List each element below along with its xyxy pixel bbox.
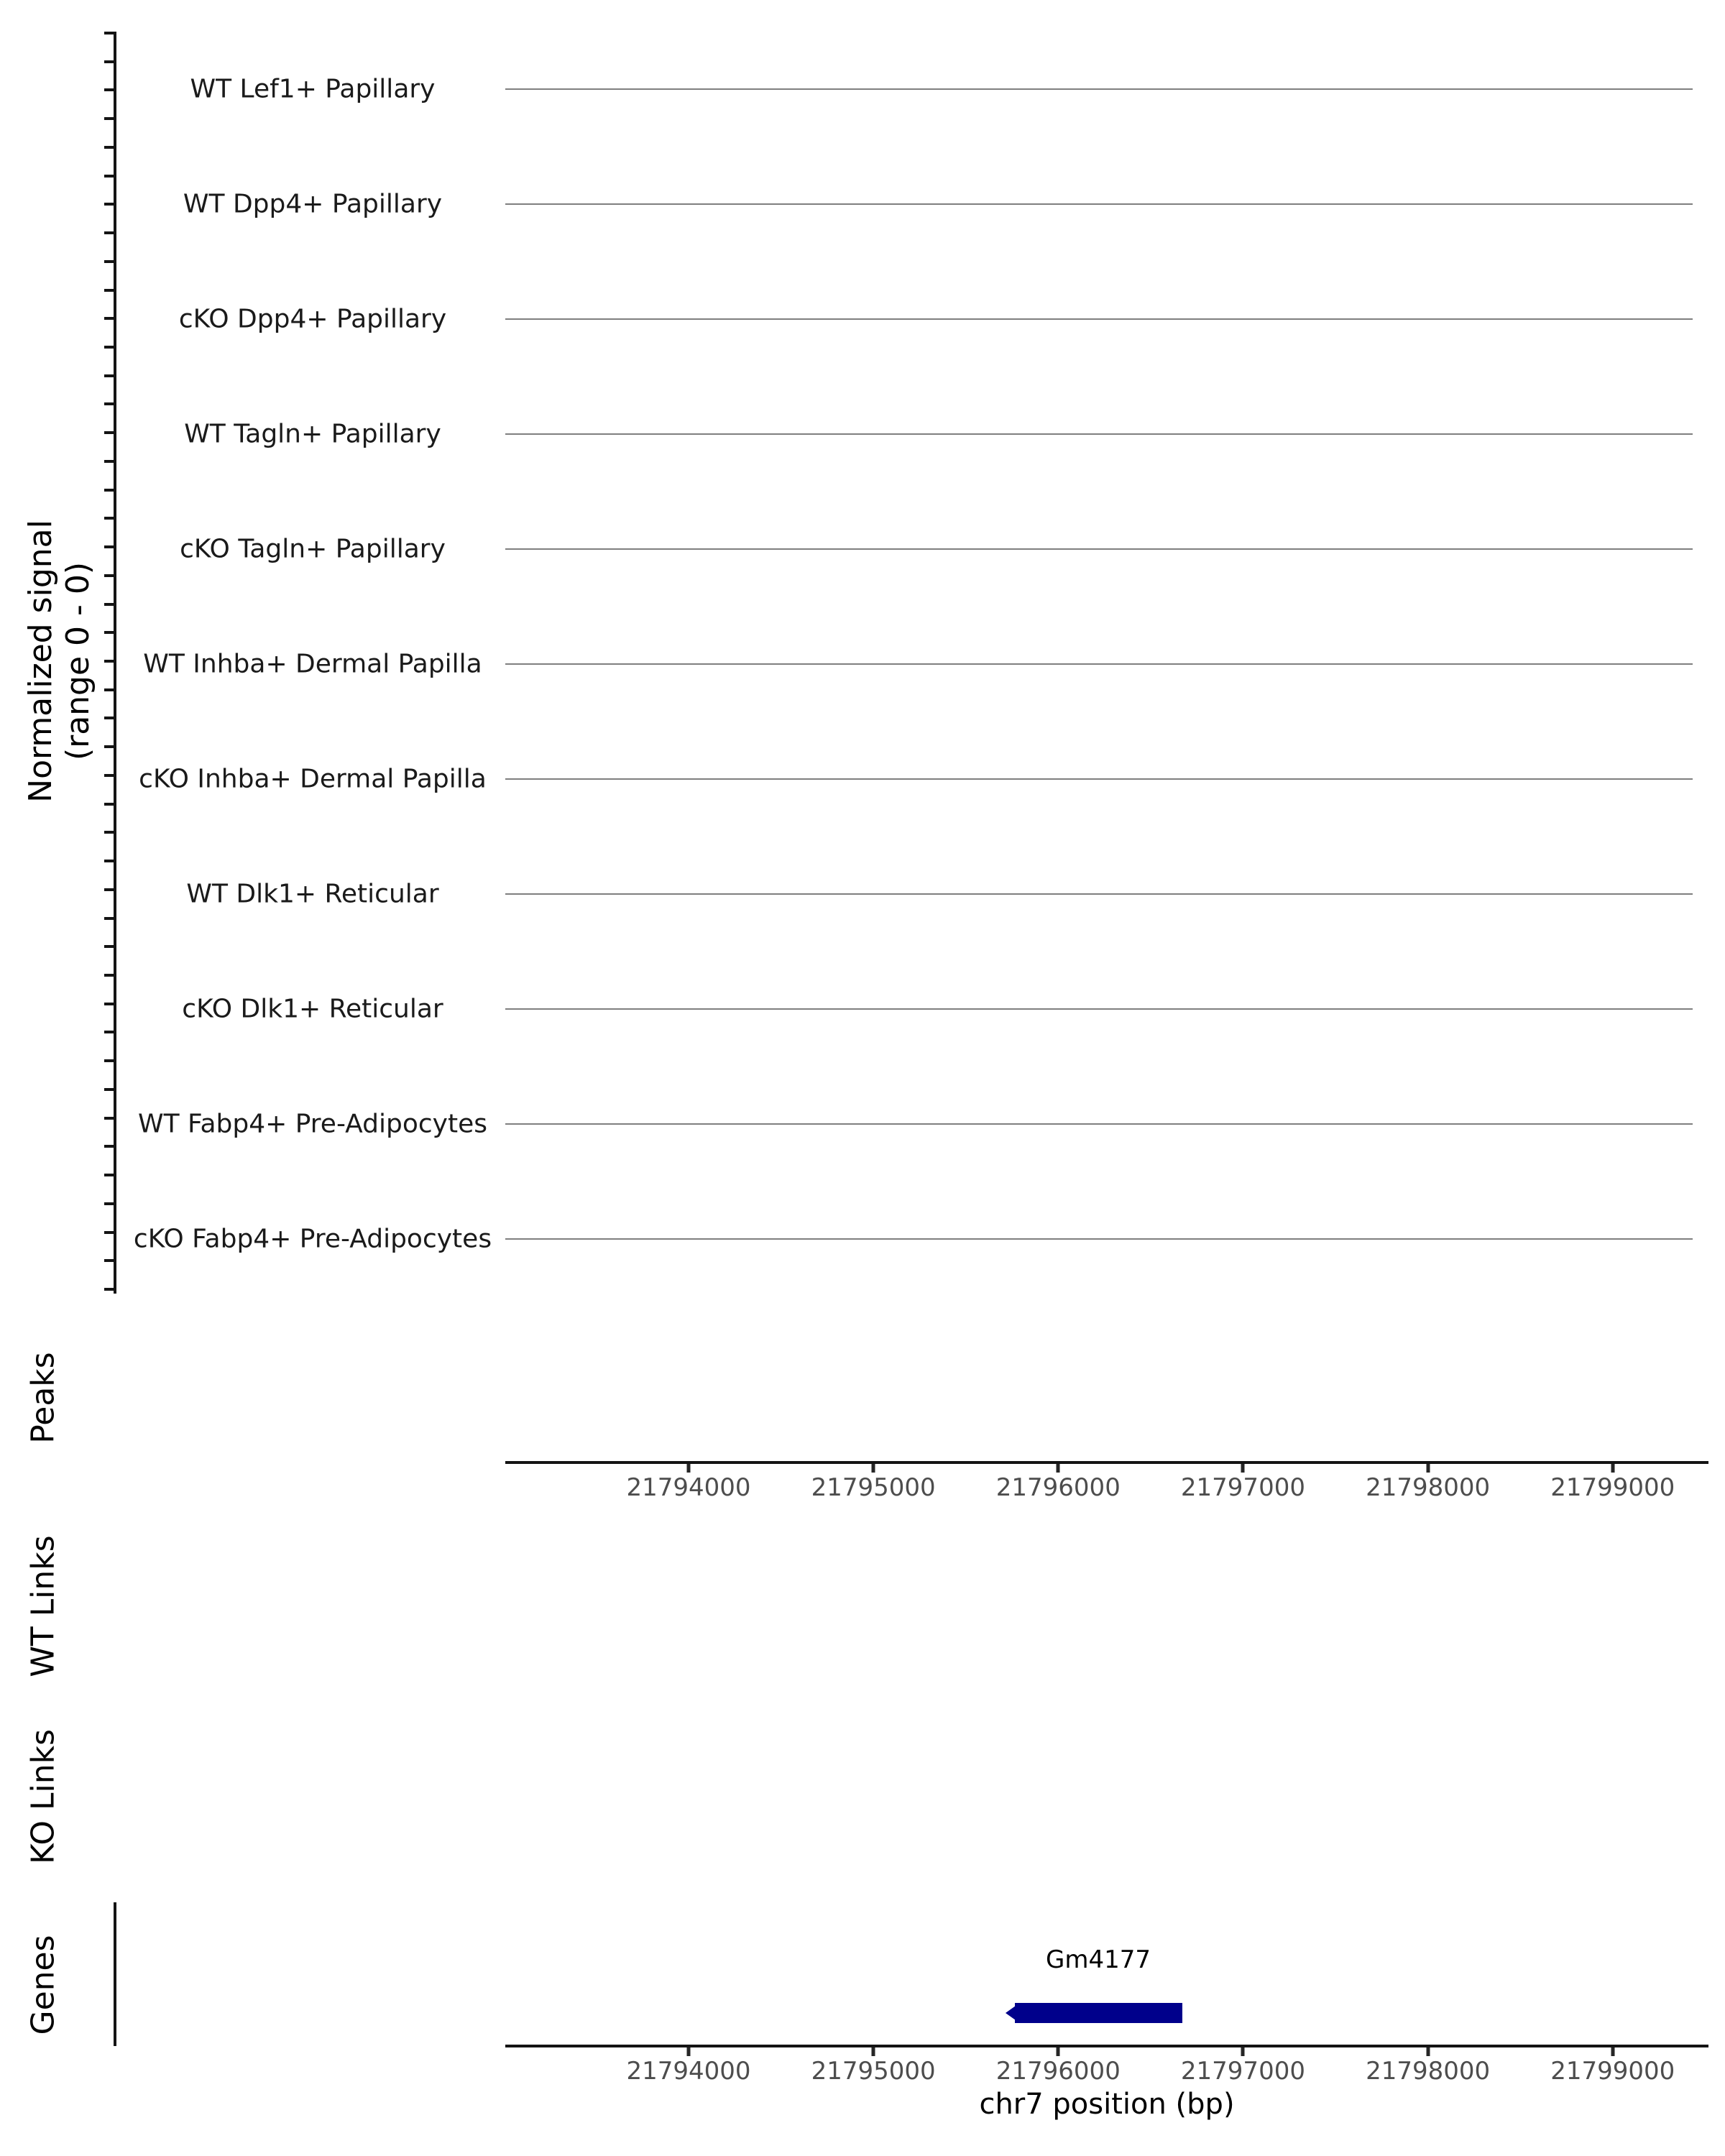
genome-axis-tick	[1241, 2047, 1245, 2056]
signal-y-axis-tick	[104, 774, 114, 777]
signal-y-axis-tick	[104, 402, 114, 405]
signal-y-axis-tick	[104, 803, 114, 806]
signal-y-axis-tick	[104, 146, 114, 149]
track-label: cKO Dlk1+ Reticular	[182, 994, 443, 1024]
track-baseline	[505, 893, 1693, 895]
signal-y-axis-tick	[104, 203, 114, 206]
track-baseline	[505, 203, 1693, 205]
gene-box	[1015, 2003, 1182, 2023]
track-baseline	[505, 88, 1693, 90]
track-baseline	[505, 778, 1693, 780]
track-label: cKO Tagln+ Papillary	[180, 534, 446, 564]
signal-y-axis-tick	[104, 374, 114, 377]
signal-y-axis-tick	[104, 831, 114, 834]
track-label: cKO Fabp4+ Pre-Adipocytes	[133, 1224, 492, 1254]
genome-axis-tick	[872, 1464, 875, 1473]
signal-y-axis-tick	[104, 545, 114, 548]
signal-y-axis-tick	[104, 489, 114, 492]
signal-y-axis-tick	[104, 603, 114, 606]
signal-y-axis-tick	[104, 1088, 114, 1091]
genes-section-label: Genes	[24, 1935, 62, 2035]
signal-y-axis-tick	[104, 974, 114, 977]
genome-axis-tick-label: 21796000	[995, 2057, 1121, 2086]
genome-axis-tick	[1057, 2047, 1060, 2056]
signal-y-axis-tick	[104, 574, 114, 577]
signal-y-axis-tick	[104, 460, 114, 463]
wt-links-section-label: WT Links	[24, 1535, 62, 1677]
signal-y-axis-tick	[104, 60, 114, 63]
genome-axis-tick	[687, 1464, 691, 1473]
track-baseline	[505, 663, 1693, 665]
signal-y-axis-tick	[104, 660, 114, 663]
track-baseline	[505, 433, 1693, 435]
signal-y-axis-tick	[104, 117, 114, 120]
signal-y-axis-tick	[104, 1288, 114, 1291]
signal-y-axis-tick	[104, 1003, 114, 1005]
signal-y-axis-tick	[104, 517, 114, 520]
genome-axis-tick	[1057, 1464, 1060, 1473]
genome-axis-tick	[1426, 2047, 1430, 2056]
signal-y-axis-tick	[104, 88, 114, 91]
genome-axis-tick	[1426, 1464, 1430, 1473]
track-label: cKO Dpp4+ Papillary	[178, 304, 447, 334]
genome-axis-line	[505, 1461, 1708, 1464]
signal-y-axis-tick	[104, 717, 114, 719]
signal-y-axis-tick	[104, 260, 114, 263]
genome-axis-tick	[687, 2047, 691, 2056]
genome-axis-tick-label: 21798000	[1366, 1473, 1491, 1502]
signal-y-axis-tick	[104, 231, 114, 234]
genome-axis-tick-label: 21797000	[1180, 1473, 1305, 1502]
genome-axis-tick-label: 21795000	[811, 2057, 936, 2086]
signal-y-axis-tick	[104, 1117, 114, 1120]
signal-y-axis-tick	[104, 1031, 114, 1033]
genome-axis-line	[505, 2045, 1708, 2047]
signal-y-axis-tick	[104, 688, 114, 691]
signal-y-axis-tick	[104, 917, 114, 920]
signal-y-axis-tick	[104, 945, 114, 948]
signal-y-axis-tick	[104, 175, 114, 178]
signal-y-axis-tick	[104, 1174, 114, 1176]
gene-strand-arrow-icon	[1006, 2006, 1016, 2020]
genome-axis-tick	[872, 2047, 875, 2056]
signal-y-axis-tick	[104, 1231, 114, 1234]
track-baseline	[505, 1238, 1693, 1240]
signal-y-axis-tick	[104, 317, 114, 320]
ko-links-section-label: KO Links	[24, 1728, 62, 1865]
genome-axis-tick-label: 21799000	[1550, 1473, 1675, 1502]
signal-y-axis-tick	[104, 1202, 114, 1205]
genome-axis-tick	[1611, 1464, 1614, 1473]
track-label: WT Tagln+ Papillary	[184, 419, 441, 449]
genome-axis-tick-label: 21794000	[626, 1473, 751, 1502]
genome-axis-tick-label: 21794000	[626, 2057, 751, 2086]
signal-y-axis-tick	[104, 346, 114, 349]
signal-y-axis-tick	[104, 1259, 114, 1262]
track-label: WT Fabp4+ Pre-Adipocytes	[138, 1109, 487, 1139]
signal-y-axis-tick	[104, 888, 114, 891]
signal-y-axis-label-line1: Normalized signal	[22, 520, 60, 803]
track-baseline	[505, 1008, 1693, 1010]
signal-y-axis-tick	[104, 32, 114, 34]
signal-y-axis-tick	[104, 745, 114, 748]
signal-y-axis-tick	[104, 631, 114, 634]
track-baseline	[505, 318, 1693, 320]
genome-axis-tick-label: 21797000	[1180, 2057, 1305, 2086]
track-label: WT Inhba+ Dermal Papilla	[143, 649, 482, 679]
peaks-section-label: Peaks	[24, 1352, 62, 1444]
track-label: WT Lef1+ Papillary	[190, 74, 436, 104]
gene-label-gm4177: Gm4177	[1046, 1945, 1151, 1974]
genome-axis-tick-label: 21799000	[1550, 2057, 1675, 2086]
genome-axis-tick-label: 21798000	[1366, 2057, 1491, 2086]
track-label: cKO Inhba+ Dermal Papilla	[139, 764, 487, 794]
genome-axis-tick-label: 21795000	[811, 1473, 936, 1502]
signal-y-axis-line	[114, 32, 116, 1294]
signal-y-axis-tick	[104, 1059, 114, 1062]
genome-axis-tick	[1611, 2047, 1614, 2056]
signal-y-axis-label	[22, 520, 97, 803]
genes-panel-axis-line	[114, 1902, 116, 2046]
genome-axis-tick-label: 21796000	[995, 1473, 1121, 1502]
signal-y-axis-label-line2: (range 0 - 0)	[60, 561, 96, 761]
genome-axis-tick	[1241, 1464, 1245, 1473]
track-baseline	[505, 548, 1693, 550]
track-label: WT Dlk1+ Reticular	[186, 879, 439, 909]
track-baseline	[505, 1123, 1693, 1125]
x-axis-title: chr7 position (bp)	[979, 2088, 1235, 2121]
signal-y-axis-tick	[104, 431, 114, 434]
signal-y-axis-tick	[104, 860, 114, 862]
track-label: WT Dpp4+ Papillary	[183, 189, 443, 219]
signal-y-axis-tick	[104, 289, 114, 292]
signal-y-axis-tick	[104, 1145, 114, 1148]
